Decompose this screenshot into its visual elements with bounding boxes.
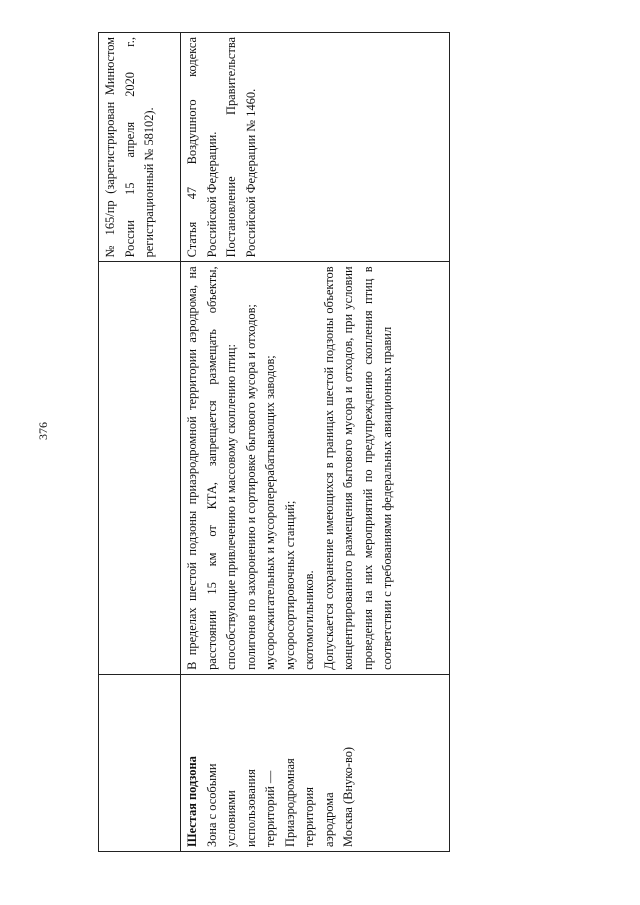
zone-line: аэродрома xyxy=(321,792,336,847)
zone-line: использования xyxy=(243,769,258,847)
subzone-title: Шестая подзона xyxy=(185,756,200,847)
restriction-item: мусоросжигательных и мусороперерабатывающих заводов; xyxy=(263,355,278,670)
zone-line: Приаэродромная xyxy=(282,758,297,847)
zone-line: территория xyxy=(302,787,317,847)
cell-legal-basis xyxy=(181,33,450,262)
cell-top-zone xyxy=(99,674,181,851)
zone-line: условиями xyxy=(224,790,239,847)
zone-line: Москва (Внуко-во) xyxy=(341,746,356,847)
restriction-item: скотомогильников. xyxy=(302,570,317,670)
restriction-item: полигонов по захоронению и сортировке бытового мусора и отходов; xyxy=(243,304,258,670)
basis-line: Постановление Правительства Российской Федерации № 1460. xyxy=(224,37,258,258)
cell-restrictions xyxy=(181,262,450,675)
restriction-item: мусоросортировочных станций; xyxy=(282,500,297,670)
restriction-intro: В пределах шестой подзоны приаэродромной территории аэродрома, на расстоянии 15 км от КТА, запрещается размещать объекты, способствующие привлечению и массовому скоплению птиц: xyxy=(185,266,239,670)
table-row-sixth-subzone xyxy=(181,33,450,852)
zone-line: Зона с особыми xyxy=(204,763,219,847)
cell-top-basis: № 165/пр (зарегистрирован Минюстом России 15 апреля 2020 г., регистрационный № 58102). xyxy=(99,33,181,262)
table-row-top xyxy=(99,33,181,852)
cell-zone-name xyxy=(181,674,450,851)
cell-top-content xyxy=(99,262,181,675)
zone-line: территорий — xyxy=(263,770,278,847)
rotated-page-content xyxy=(98,32,450,852)
basis-line: Статья 47 Воздушного кодекса Российской Федерации. xyxy=(185,37,219,258)
page-number: 376 xyxy=(36,422,50,440)
restriction-allowance: Допускается сохранение имеющихся в границах шестой подзоны объектов концентрированного размещения бытового мусора и отходов, при условии проведения на них мероприятий по предупреждению скопления птиц в соответствии с требованиями федеральных авиационных правил xyxy=(321,266,395,670)
regulation-table xyxy=(98,32,450,852)
